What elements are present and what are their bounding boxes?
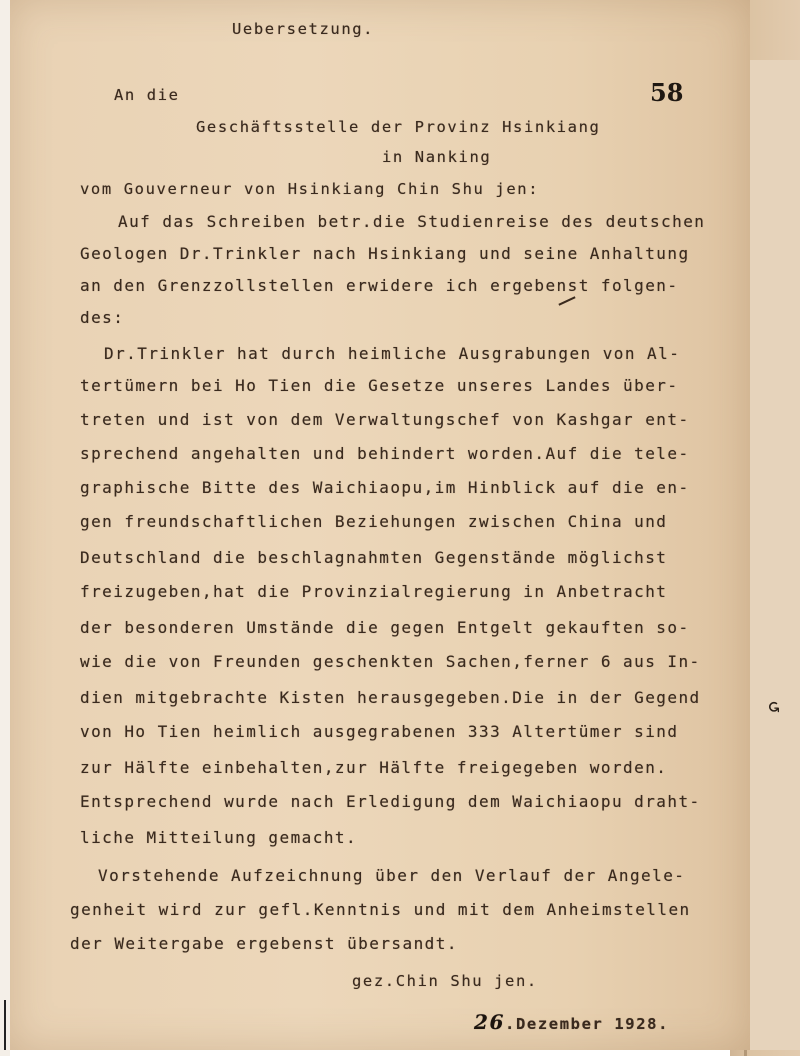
body-line: der Weitergabe ergebenst übersandt. bbox=[70, 934, 458, 953]
body-line: wie die von Freunden geschenkten Sachen,ferner 6 aus In- bbox=[80, 652, 701, 671]
body-line: Auf das Schreiben betr.die Studienreise des deutschen bbox=[118, 212, 706, 231]
body-line: der besonderen Umstände die gegen Entgelt gekauften so- bbox=[80, 618, 690, 637]
body-line: des: bbox=[80, 308, 125, 327]
body-line: an den Grenzzollstellen erwidere ich ergebenst folgen- bbox=[80, 276, 679, 295]
addressee-to: An die bbox=[114, 86, 180, 104]
body-line: gen freundschaftlichen Beziehungen zwischen China und bbox=[80, 512, 668, 531]
body-line: Deutschland die beschlagnahmten Gegenstände möglichst bbox=[80, 548, 668, 567]
body-line: liche Mitteilung gemacht. bbox=[80, 828, 358, 847]
body-line: Vorstehende Aufzeichnung über den Verlauf der Angele- bbox=[98, 866, 686, 885]
document-page bbox=[10, 0, 750, 1050]
page-number: 58 bbox=[650, 78, 684, 107]
body-line: Entsprechend wurde nach Erledigung dem Waichiaopu draht- bbox=[80, 792, 701, 811]
body-line: freizugeben,hat die Provinzialregierung in Anbetracht bbox=[80, 582, 668, 601]
body-line: dien mitgebrachte Kisten herausgegeben.Die in der Gegend bbox=[80, 688, 701, 707]
date-month-year: .Dezember 1928. bbox=[505, 1015, 670, 1033]
document-header-title: Uebersetzung. bbox=[232, 20, 375, 38]
scan-edge-mark bbox=[4, 1000, 6, 1050]
addressee-office: Geschäftsstelle der Provinz Hsinkiang bbox=[196, 118, 601, 136]
body-line: zur Hälfte einbehalten,zur Hälfte freigegeben worden. bbox=[80, 758, 668, 777]
addressee-location: in Nanking bbox=[382, 148, 492, 166]
document-date bbox=[474, 1010, 669, 1034]
body-line: tertümern bei Ho Tien die Gesetze unseres Landes über- bbox=[80, 376, 679, 395]
scan-left-border bbox=[0, 0, 10, 1056]
body-line: sprechend angehalten und behindert worden.Auf die tele- bbox=[80, 444, 690, 463]
sender-line: vom Gouverneur von Hsinkiang Chin Shu jen: bbox=[80, 180, 540, 198]
body-line: treten und ist von dem Verwaltungschef von Kashgar ent- bbox=[80, 410, 690, 429]
signature-line: gez.Chin Shu jen. bbox=[352, 972, 538, 990]
body-line: graphische Bitte des Waichiaopu,im Hinblick auf die en- bbox=[80, 478, 690, 497]
underlying-page-edge bbox=[748, 60, 800, 1050]
body-line: Geologen Dr.Trinkler nach Hsinkiang und seine Anhaltung bbox=[80, 244, 690, 263]
body-line: von Ho Tien heimlich ausgegrabenen 333 Altertümer sind bbox=[80, 722, 679, 741]
pen-tick-mark bbox=[558, 296, 575, 305]
margin-handwritten-mark: ↺ bbox=[764, 700, 789, 714]
body-line: Dr.Trinkler hat durch heimliche Ausgrabungen von Al- bbox=[104, 344, 681, 363]
date-day-handwritten: 26 bbox=[474, 1010, 506, 1034]
body-line: genheit wird zur gefl.Kenntnis und mit dem Anheimstellen bbox=[70, 900, 691, 919]
